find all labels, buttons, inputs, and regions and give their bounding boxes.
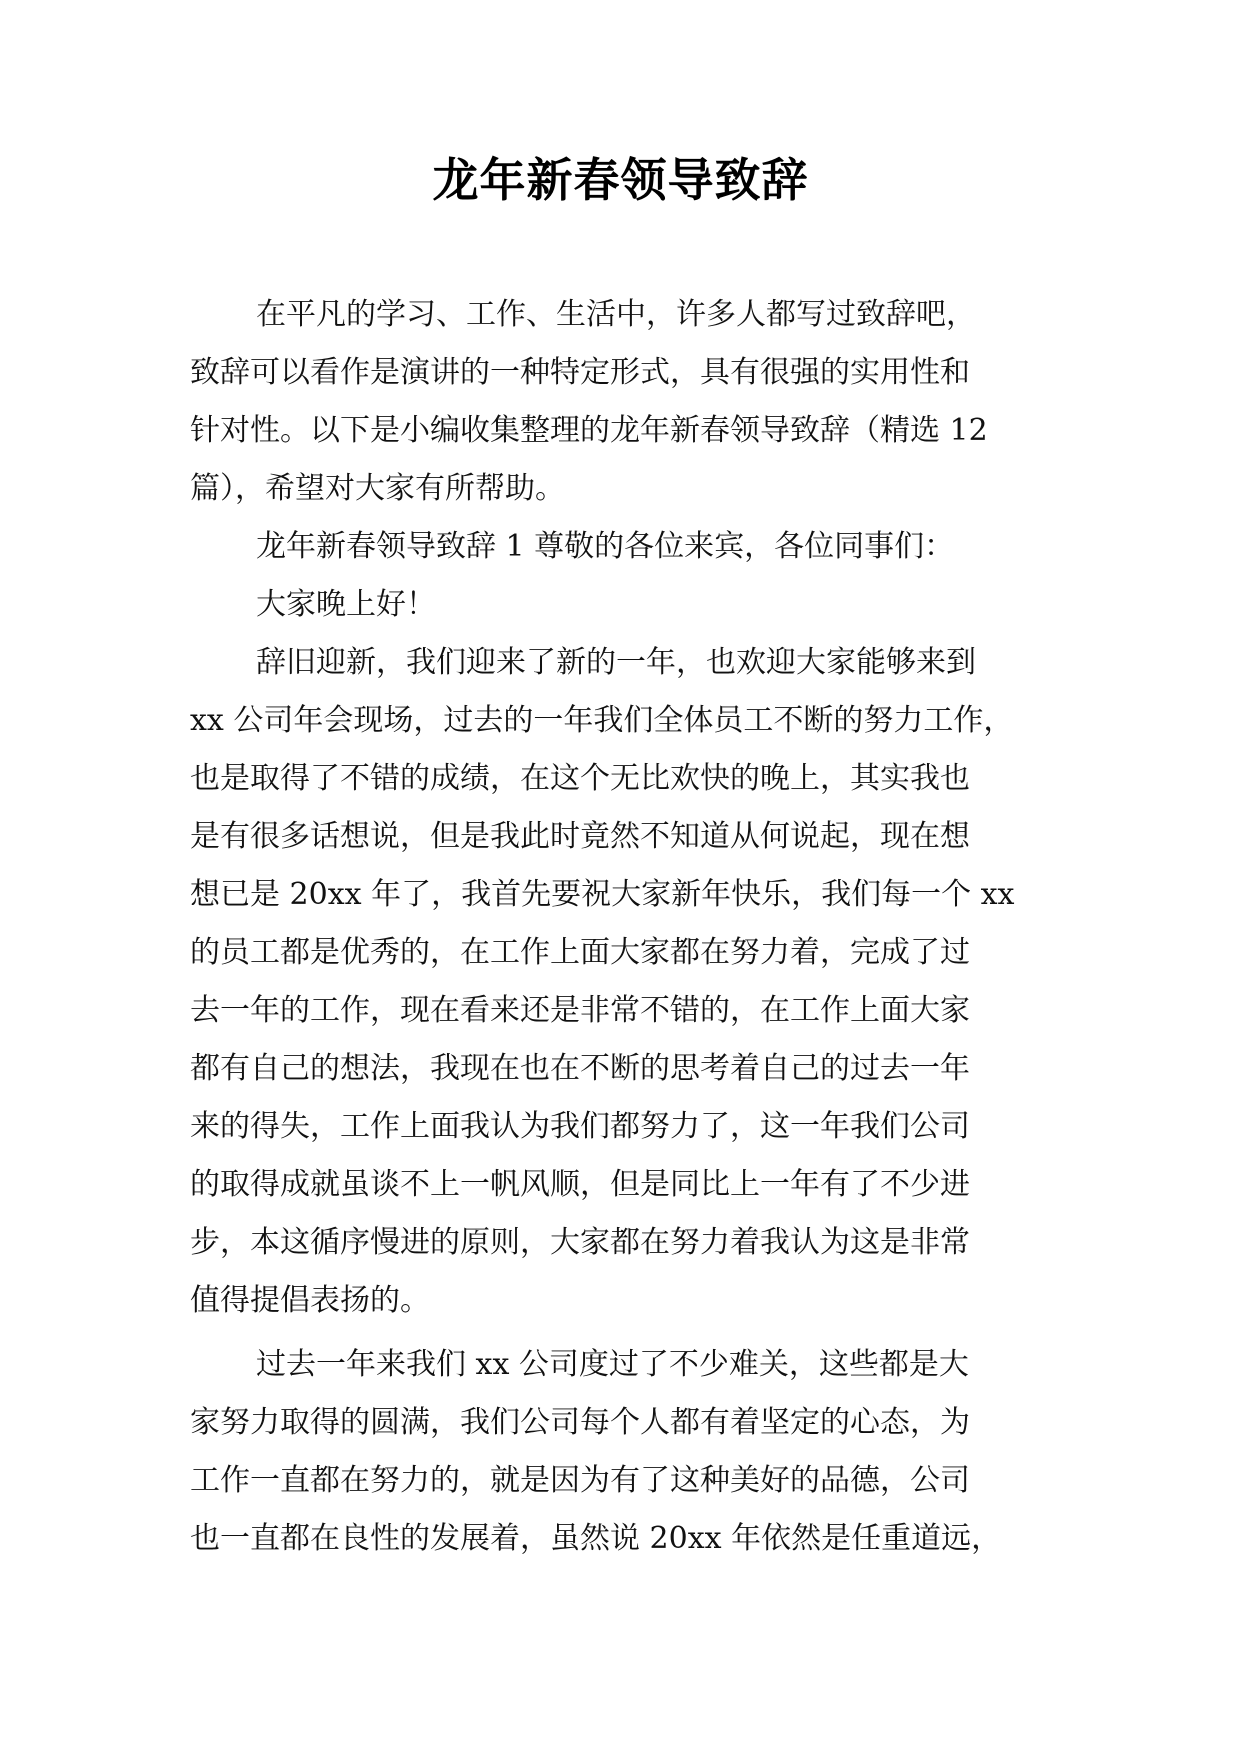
text-line: 家努力取得的圆满，我们公司每个人都有着坚定的心态，为 <box>190 1405 970 1440</box>
text-line: 致辞可以看作是演讲的一种特定形式，具有很强的实用性和 <box>190 355 970 390</box>
text-line: 都有自己的想法，我现在也在不断的思考着自己的过去一年 <box>190 1051 970 1086</box>
text-line: 去一年的工作，现在看来还是非常不错的，在工作上面大家 <box>190 993 970 1028</box>
text-line: 的员工都是优秀的，在工作上面大家都在努力着，完成了过 <box>190 935 970 970</box>
text-line: 龙年新春领导致辞 1 尊敬的各位来宾，各位同事们： <box>256 529 955 564</box>
text-line: 在平凡的学习、工作、生活中，许多人都写过致辞吧， <box>256 297 976 332</box>
text-line: 过去一年来我们 xx 公司度过了不少难关，这些都是大 <box>256 1347 969 1382</box>
text-line: 也一直都在良性的发展着，虽然说 20xx 年依然是任重道远， <box>190 1521 1002 1556</box>
text-line: 工作一直都在努力的，就是因为有了这种美好的品德，公司 <box>190 1463 970 1498</box>
text-line: 也是取得了不错的成绩，在这个无比欢快的晚上，其实我也 <box>190 761 970 796</box>
text-line: 步，本这循序慢进的原则，大家都在努力着我认为这是非常 <box>190 1225 970 1260</box>
text-line: 是有很多话想说，但是我此时竟然不知道从何说起，现在想 <box>190 819 970 854</box>
document-title: 龙年新春领导致辞 <box>432 153 809 207</box>
text-line: 辞旧迎新，我们迎来了新的一年，也欢迎大家能够来到 <box>256 645 976 680</box>
text-line: 针对性。以下是小编收集整理的龙年新春领导致辞（精选 12 <box>190 413 988 448</box>
text-line: 篇），希望对大家有所帮助。 <box>190 471 565 506</box>
text-line: 想已是 20xx 年了，我首先要祝大家新年快乐，我们每一个 xx <box>190 877 1015 912</box>
document-body <box>190 286 1050 1568</box>
text-line: 大家晚上好！ <box>256 587 436 622</box>
text-line: 的取得成就虽谈不上一帆风顺，但是同比上一年有了不少进 <box>190 1167 970 1202</box>
text-line: 来的得失，工作上面我认为我们都努力了，这一年我们公司 <box>190 1109 970 1144</box>
text-line: 值得提倡表扬的。 <box>190 1283 430 1318</box>
text-line: xx 公司年会现场，过去的一年我们全体员工不断的努力工作， <box>190 703 1014 738</box>
